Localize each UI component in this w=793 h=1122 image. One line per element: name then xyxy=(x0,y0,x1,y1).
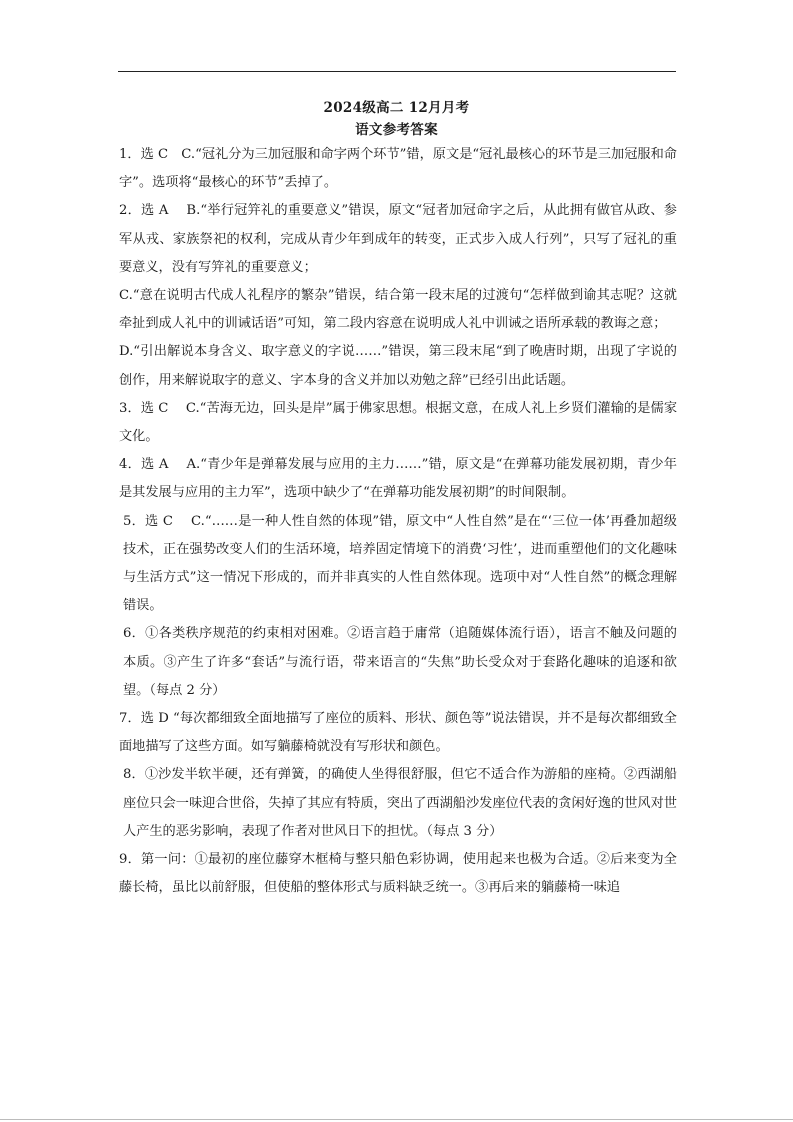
answer-paragraph: 5．选 C C.“……是一种人性自然的体现”错，原文中“人性自然”是在“‘三位一体’再叠加超级技术，正在强势改变人们的生活环境，培养固定情境下的消费‘习性’，进而重塑他们的文化趣味与生活方式”这一情况下形成的，而并非真实的人性自然体现。选项中对“人性自然”的概念理解错误。 xyxy=(123,513,677,614)
answer-paragraph: 3．选 C C.“苦海无边，回头是岸”属于佛家思想。根据文意，在成人礼上乡贤们灌输的是儒家文化。 xyxy=(119,400,677,445)
answer-paragraph: 6．①各类秩序规范的约束相对困难。②语言趋于庸常（追随媒体流行语），语言不触及问题的本质。③产生了许多“套话”与流行语，带来语言的“失焦”助长受众对于套路化趣味的追逐和欲望。（每点 2 分） xyxy=(123,626,677,698)
answer-paragraph: 9．第一问：①最初的座位藤穿木框椅与整只船色彩协调，使用起来也极为合适。②后来变为全藤长椅，虽比以前舒服，但使船的整体形式与质料缺乏统一。③再后来的躺藤椅一味追 xyxy=(119,852,677,896)
header-rule xyxy=(118,71,676,72)
answer-paragraph: 2．选 A B.“举行冠笄礼的重要意义”错误，原文“冠者加冠命字之后，从此拥有做官从政、参军从戎、家族祭祀的权利，完成从青少年到成年的转变，正式步入成人行列”，只写了冠礼的重要意义，没有写笄礼的重要意义； xyxy=(119,203,677,275)
answer-body xyxy=(119,141,677,902)
page-bottom-edge xyxy=(0,1119,793,1120)
answer-paragraph: 8．①沙发半软半硬，还有弹簧，的确使人坐得很舒服，但它不适合作为游船的座椅。②西湖船座位只会一味迎合世俗，失掉了其应有特质，突出了西湖船沙发座位代表的贪闲好逸的世风对世人产生的恶劣影响，表现了作者对世风日下的担忧。（每点 3 分） xyxy=(123,767,677,839)
answer-paragraph: 7．选 D “每次都细致全面地描写了座位的质料、形状、颜色等”说法错误，并不是每次都细致全面地描写了这些方面。如写躺藤椅就没有写形状和颜色。 xyxy=(119,711,677,755)
answer-paragraph: D.“引出解说本身含义、取字意义的字说……”错误，第三段末尾“到了晚唐时期，出现了字说的创作，用来解说取字的意义、字本身的含义并加以劝勉之辞”已经引出此话题。 xyxy=(119,344,677,388)
answer-paragraph: 1．选 C C.“冠礼分为三加冠服和命字两个环节”错，原文是“冠礼最核心的环节是三加冠服和命字”。选项将“最核心的环节”丢掉了。 xyxy=(119,147,677,191)
page-title: 2024级高二 12月月考 xyxy=(323,100,470,116)
answer-paragraph: C.“意在说明古代成人礼程序的繁杂”错误，结合第一段末尾的过渡句“怎样做到谕其志呢？这就牵扯到成人礼中的训诫话语”可知，第二段内容意在说明成人礼中训诫之语所承载的教诲之意； xyxy=(119,288,677,332)
answer-paragraph: 4．选 A A.“青少年是弹幕发展与应用的主力……”错，原文是“在弹幕功能发展初期，青少年是其发展与应用的主力军”，选项中缺少了“在弹幕功能发展初期”的时间限制。 xyxy=(119,457,677,501)
page-subtitle: 语文参考答案 xyxy=(355,122,438,138)
